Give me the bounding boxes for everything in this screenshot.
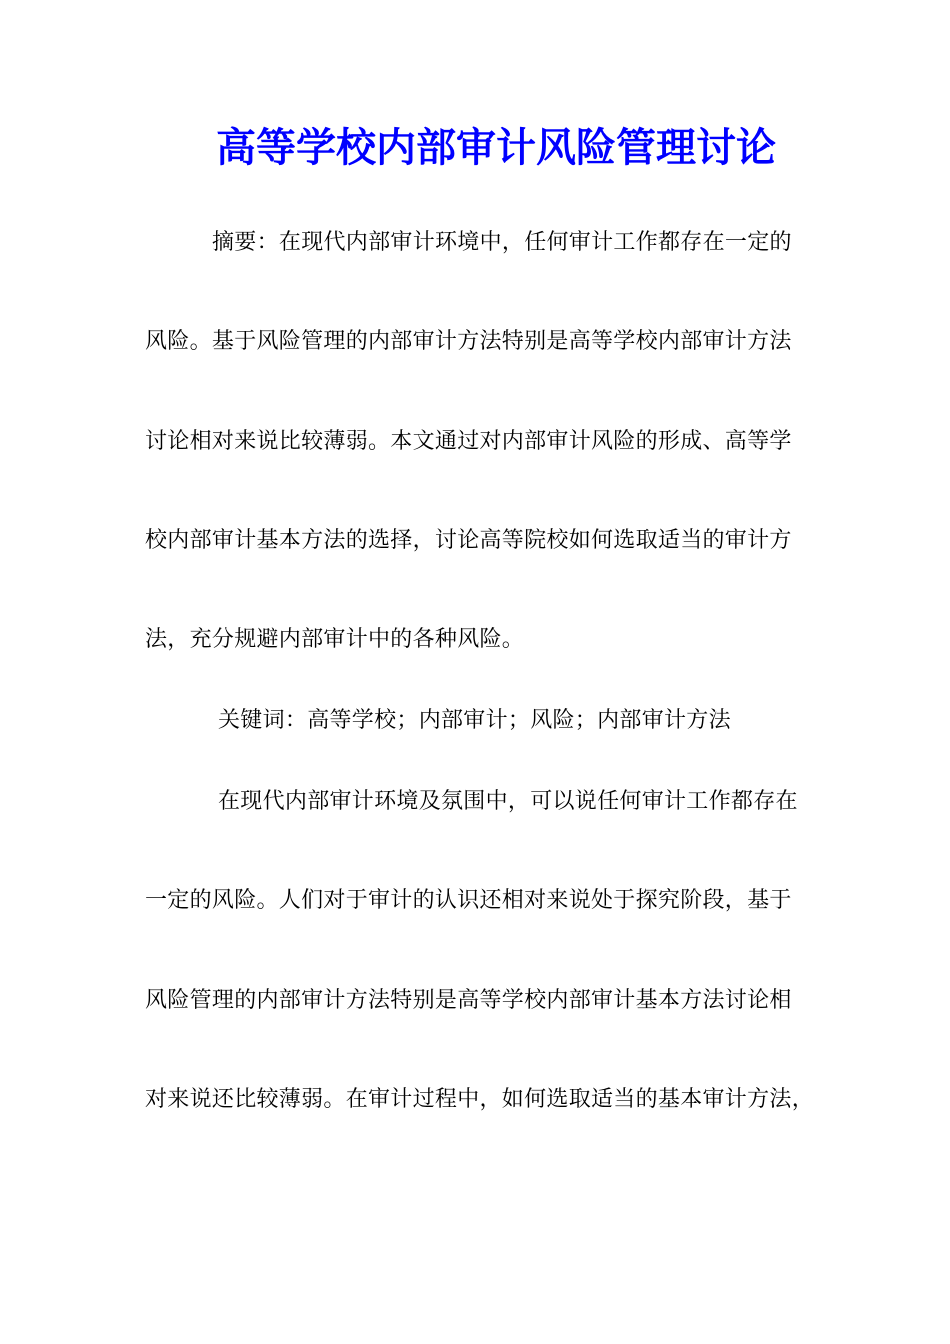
abstract-line: 讨论相对来说比较薄弱。本文通过对内部审计风险的形成、高等学 bbox=[145, 429, 792, 454]
abstract-line: 风险。基于风险管理的内部审计方法特别是高等学校内部审计方法 bbox=[145, 329, 792, 354]
document-title: 高等学校内部审计风险管理讨论 bbox=[216, 124, 776, 171]
body-line: 在现代内部审计环境及氛围中，可以说任何审计工作都存在 bbox=[218, 789, 798, 814]
abstract-line: 法，充分规避内部审计中的各种风险。 bbox=[145, 627, 525, 652]
body-line: 一定的风险。人们对于审计的认识还相对来说处于探究阶段，基于 bbox=[145, 888, 792, 913]
keywords-line: 关键词：高等学校；内部审计；风险；内部审计方法 bbox=[218, 708, 731, 733]
body-line: 对来说还比较薄弱。在审计过程中，如何选取适当的基本审计方法， bbox=[145, 1087, 815, 1112]
abstract-line: 校内部审计基本方法的选择，讨论高等院校如何选取适当的审计方 bbox=[145, 528, 792, 553]
body-line: 风险管理的内部审计方法特别是高等学校内部审计基本方法讨论相 bbox=[145, 988, 792, 1013]
abstract-line: 摘要：在现代内部审计环境中，任何审计工作都存在一定的 bbox=[212, 230, 792, 255]
